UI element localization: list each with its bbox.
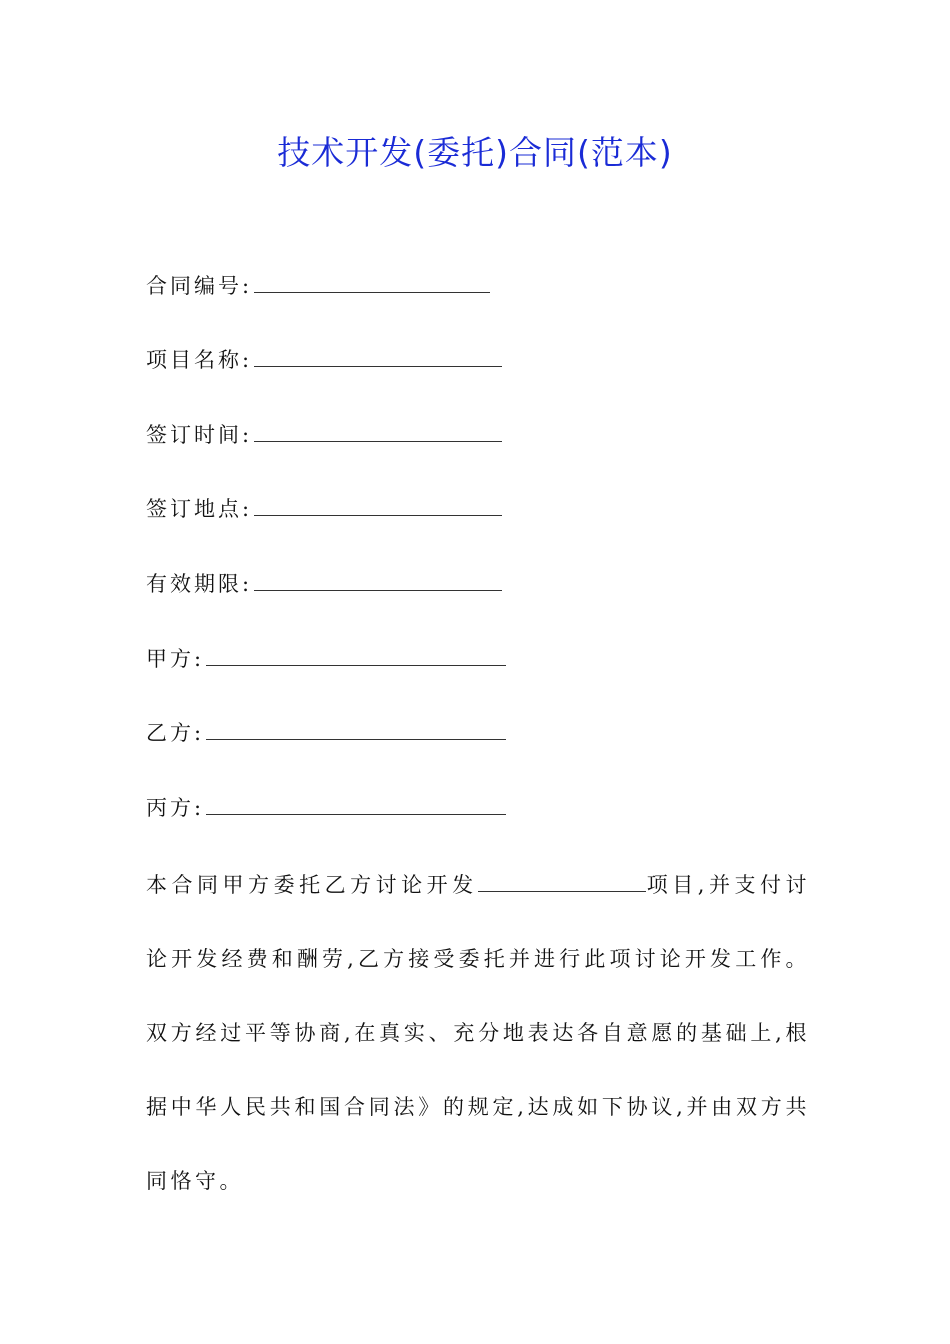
field-label: 丙方: [146, 796, 205, 820]
field-party-b [146, 717, 506, 747]
preamble-text-rest: 项目,并支付讨论开发经费和酬劳,乙方接受委托并进行此项讨论开发工作。双方经过平等协商,在真实、充分地表达各自意愿的基础上,根据中华人民共和国合同法》的规定,达成如下协议,并由双方共同恪守。 [146, 873, 810, 1193]
document-title: 技术开发(委托)合同(范本) [277, 133, 673, 172]
fill-in-line[interactable] [254, 493, 502, 516]
fill-in-line[interactable] [206, 792, 506, 815]
fill-in-line[interactable] [206, 643, 506, 666]
fill-in-line[interactable] [206, 717, 506, 740]
field-party-a [146, 643, 506, 673]
field-label: 项目名称: [146, 348, 253, 372]
fill-in-line[interactable] [254, 270, 490, 293]
field-label: 签订时间: [146, 423, 253, 447]
field-label: 乙方: [146, 721, 205, 745]
field-label: 有效期限: [146, 572, 253, 596]
fill-in-line[interactable] [254, 419, 502, 442]
contract-preamble [146, 848, 810, 1218]
preamble-text-start: 本合同甲方委托乙方讨论开发 [146, 873, 478, 897]
fill-in-line[interactable] [254, 344, 502, 367]
field-label: 签订地点: [146, 497, 253, 521]
field-project-name [146, 344, 502, 374]
field-signing-time [146, 419, 502, 449]
project-blank-line[interactable] [478, 869, 646, 892]
field-party-c [146, 792, 506, 822]
fill-in-line[interactable] [254, 568, 502, 591]
field-contract-number [146, 270, 490, 300]
field-signing-place [146, 493, 502, 523]
field-label: 合同编号: [146, 274, 253, 298]
field-validity-period [146, 568, 502, 598]
field-label: 甲方: [146, 647, 205, 671]
